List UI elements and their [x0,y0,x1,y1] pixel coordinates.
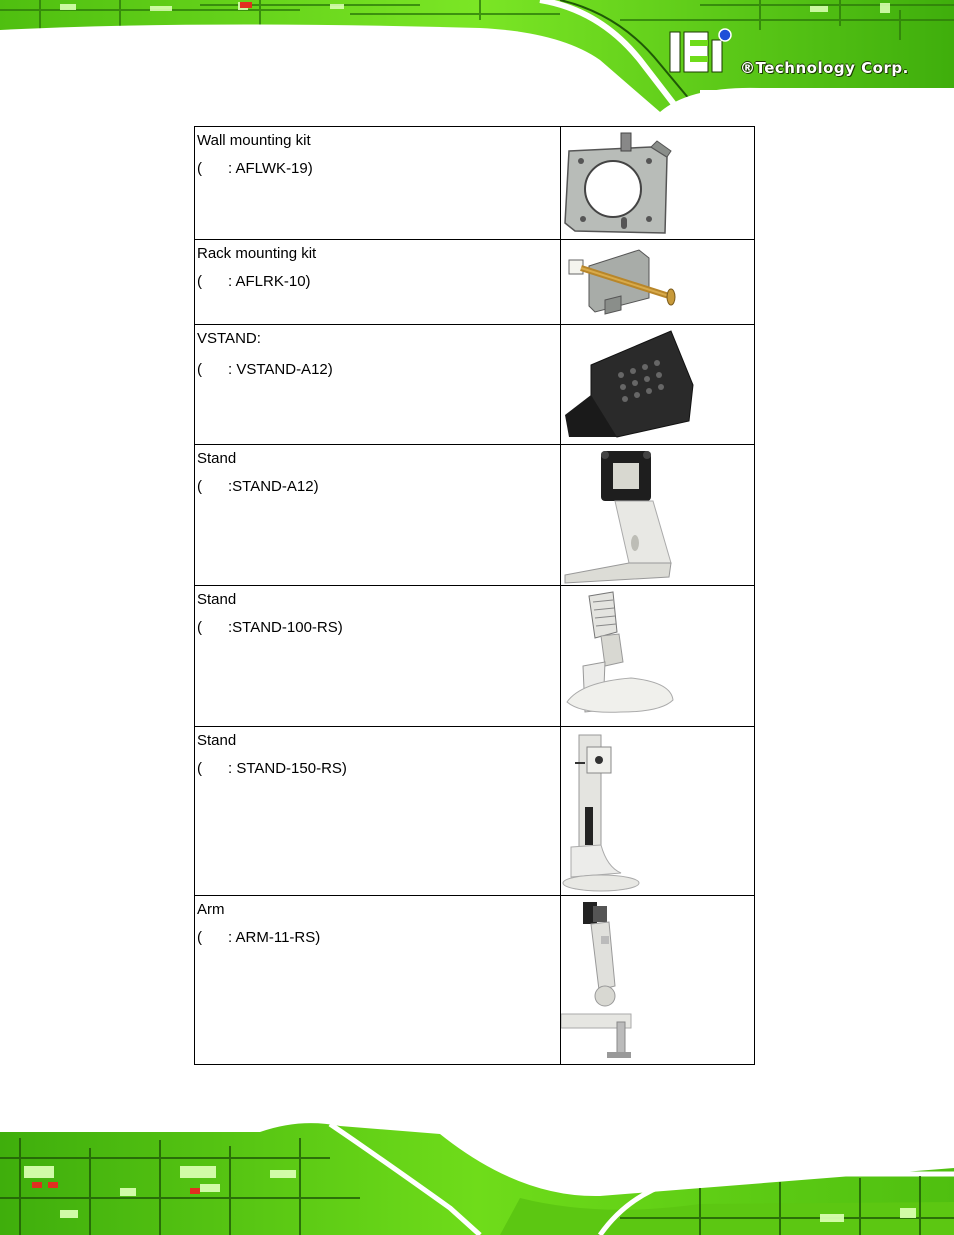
accessory-part-number: ( :STAND-100-RS) [197,619,343,636]
accessory-description [195,325,561,445]
table-row [195,240,755,325]
accessory-part-number: ( : ARM-11-RS) [197,929,321,946]
table-row [195,445,755,586]
accessory-name: Arm [197,901,225,918]
accessory-name: VSTAND: [197,330,261,347]
accessory-picture [561,127,755,240]
accessory-picture [561,586,755,727]
accessory-name: Stand [197,450,237,467]
footer-banner [0,1118,954,1235]
accessory-picture [561,240,755,325]
wall-mount-bracket-icon [561,127,755,239]
table-row [195,896,755,1065]
accessory-description [195,127,561,240]
accessory-name: Stand [197,591,237,608]
accessory-picture [561,896,755,1065]
accessory-part-number: ( : STAND-150-RS) [197,760,347,777]
accessory-part-number: ( :STAND-A12) [197,478,319,495]
company-logo [668,26,938,82]
accessory-name: Stand [197,732,237,749]
table-row [195,325,755,445]
accessory-picture [561,727,755,896]
accessory-picture [561,445,755,586]
table-row [195,586,755,727]
accessory-name: Rack mounting kit [197,245,317,262]
accessory-picture [561,325,755,445]
stand-a12-icon [561,445,755,585]
iei-logo-icon [668,26,738,76]
rack-mount-screw-icon [561,240,755,324]
accessory-part-number: ( : AFLWK-19) [197,160,313,177]
accessory-part-number: ( : AFLRK-10) [197,273,311,290]
accessory-name: Wall mounting kit [197,132,311,149]
accessory-part-number: ( : VSTAND-A12) [197,361,333,378]
vstand-icon [561,325,755,444]
accessory-description [195,240,561,325]
accessory-description [195,727,561,896]
accessory-table [194,126,755,1065]
logo-text: ®Technology Corp. [740,59,909,77]
accessory-description [195,896,561,1065]
header-banner [0,0,954,112]
accessory-description [195,586,561,727]
table-row [195,727,755,896]
stand-150-icon [561,727,755,895]
arm-icon [561,896,755,1064]
accessory-description [195,445,561,586]
stand-100-icon [561,586,755,726]
pcb-footer-graphic [0,1118,954,1235]
table-row [195,127,755,240]
